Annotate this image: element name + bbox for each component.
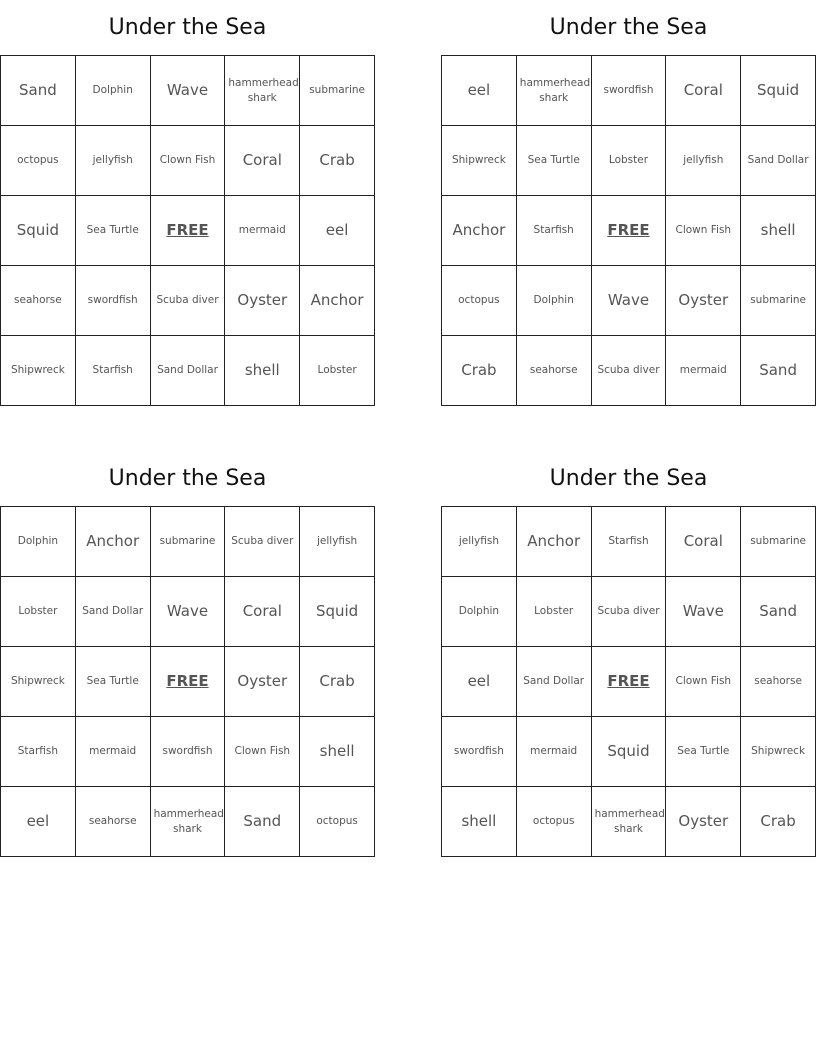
bingo-cell: Sea Turtle (666, 717, 741, 787)
bingo-cell: octopus (442, 266, 517, 336)
grid-row (1, 787, 375, 857)
bingo-cell: mermaid (225, 196, 300, 266)
bingo-cell: Shipwreck (442, 126, 517, 196)
bingo-cell: Sand Dollar (516, 647, 591, 717)
bingo-cell: seahorse (741, 647, 816, 717)
bingo-cell: jellyfish (75, 126, 150, 196)
bingo-cell: Clown Fish (150, 126, 225, 196)
bingo-cell: seahorse (75, 787, 150, 857)
bingo-cell: hammerhead shark (516, 56, 591, 126)
bingo-cell: Shipwreck (1, 647, 76, 717)
grid-row (442, 717, 816, 787)
bingo-cell: mermaid (666, 336, 741, 406)
bingo-cell: hammerhead shark (591, 787, 666, 857)
bingo-card-1 (0, 0, 375, 406)
bingo-cell: Oyster (666, 787, 741, 857)
grid-row (442, 787, 816, 857)
bingo-cell: Wave (150, 577, 225, 647)
grid-row (1, 126, 375, 196)
bingo-cell: Sea Turtle (75, 647, 150, 717)
bingo-cell: shell (300, 717, 375, 787)
bingo-cell: Lobster (1, 577, 76, 647)
bingo-cell: Squid (741, 56, 816, 126)
bingo-cell: Scuba diver (150, 266, 225, 336)
bingo-cell: eel (442, 647, 517, 717)
bingo-cell: submarine (150, 507, 225, 577)
bingo-grid (441, 55, 816, 406)
grid-row (1, 266, 375, 336)
bingo-cell: shell (225, 336, 300, 406)
bingo-cell: Oyster (666, 266, 741, 336)
grid-row (442, 56, 816, 126)
bingo-cell: Crab (741, 787, 816, 857)
bingo-cell: shell (741, 196, 816, 266)
bingo-cell: swordfish (591, 56, 666, 126)
bingo-cell: Coral (666, 507, 741, 577)
bingo-cell: Starfish (1, 717, 76, 787)
bingo-cell: seahorse (516, 336, 591, 406)
bingo-cell: Crab (300, 126, 375, 196)
bingo-cell: Anchor (516, 507, 591, 577)
bingo-cell: Coral (225, 126, 300, 196)
bingo-cell: Sand Dollar (150, 336, 225, 406)
bingo-cell: Scuba diver (591, 336, 666, 406)
bingo-cell: Wave (591, 266, 666, 336)
grid-row (1, 56, 375, 126)
bingo-cell: mermaid (516, 717, 591, 787)
grid-row (1, 336, 375, 406)
bingo-cell: eel (1, 787, 76, 857)
bingo-grid (0, 55, 375, 406)
bingo-cell: Clown Fish (666, 647, 741, 717)
bingo-cell: Sand (741, 577, 816, 647)
grid-row (442, 336, 816, 406)
grid-row (1, 507, 375, 577)
bingo-cell: Sand Dollar (741, 126, 816, 196)
bingo-cell: Wave (150, 56, 225, 126)
bingo-cell: Sea Turtle (75, 196, 150, 266)
bingo-cell: Anchor (442, 196, 517, 266)
bingo-cell: Scuba diver (591, 577, 666, 647)
bingo-cell: Squid (300, 577, 375, 647)
bingo-cell: Dolphin (442, 577, 517, 647)
bingo-cell: hammerhead shark (150, 787, 225, 857)
bingo-card-2 (441, 0, 816, 406)
bingo-cell: Scuba diver (225, 507, 300, 577)
bingo-cell: Starfish (516, 196, 591, 266)
bingo-cell: Squid (1, 196, 76, 266)
bingo-cell: Sea Turtle (516, 126, 591, 196)
bingo-cell: Coral (666, 56, 741, 126)
grid-row (1, 196, 375, 266)
bingo-cell: octopus (1, 126, 76, 196)
bingo-cell: Oyster (225, 647, 300, 717)
grid-row (442, 266, 816, 336)
bingo-cell: Anchor (75, 507, 150, 577)
bingo-cell: Sand (225, 787, 300, 857)
bingo-cell: mermaid (75, 717, 150, 787)
grid-row (442, 647, 816, 717)
bingo-cell: Sand Dollar (75, 577, 150, 647)
bingo-cell: jellyfish (442, 507, 517, 577)
bingo-cell: Clown Fish (225, 717, 300, 787)
bingo-cell: Lobster (516, 577, 591, 647)
grid-row (442, 577, 816, 647)
bingo-cell: submarine (741, 266, 816, 336)
bingo-cell: Dolphin (1, 507, 76, 577)
grid-row (1, 577, 375, 647)
card-title: Under the Sea (108, 15, 267, 40)
card-title: Under the Sea (108, 466, 267, 491)
bingo-cell: Starfish (75, 336, 150, 406)
bingo-cell: hammerhead shark (225, 56, 300, 126)
bingo-cell: eel (300, 196, 375, 266)
bingo-cell: Sand (741, 336, 816, 406)
grid-row (1, 717, 375, 787)
bingo-cell: Clown Fish (666, 196, 741, 266)
bingo-cell: shell (442, 787, 517, 857)
bingo-cell: octopus (516, 787, 591, 857)
bingo-cell: swordfish (442, 717, 517, 787)
bingo-cell: Dolphin (75, 56, 150, 126)
bingo-card-4 (441, 451, 816, 857)
bingo-cell: Sand (1, 56, 76, 126)
bingo-cell: submarine (741, 507, 816, 577)
card-title: Under the Sea (549, 15, 708, 40)
grid-row (442, 507, 816, 577)
bingo-cell: Anchor (300, 266, 375, 336)
bingo-cell: octopus (300, 787, 375, 857)
bingo-cell: Wave (666, 577, 741, 647)
bingo-cell: Lobster (300, 336, 375, 406)
bingo-cell: Coral (225, 577, 300, 647)
bingo-grid (0, 506, 375, 857)
bingo-cell: Starfish (591, 507, 666, 577)
bingo-cell: jellyfish (300, 507, 375, 577)
bingo-cell: Lobster (591, 126, 666, 196)
bingo-cell: swordfish (75, 266, 150, 336)
bingo-grid (441, 506, 816, 857)
grid-row (442, 196, 816, 266)
bingo-cell: Shipwreck (741, 717, 816, 787)
grid-row (1, 647, 375, 717)
grid-row (442, 126, 816, 196)
bingo-cell: seahorse (1, 266, 76, 336)
bingo-cell: Crab (300, 647, 375, 717)
bingo-cell: swordfish (150, 717, 225, 787)
bingo-cell: Dolphin (516, 266, 591, 336)
bingo-cell: eel (442, 56, 517, 126)
bingo-cell: Shipwreck (1, 336, 76, 406)
free-space: FREE (150, 196, 225, 266)
free-space: FREE (150, 647, 225, 717)
free-space: FREE (591, 647, 666, 717)
bingo-cell: Squid (591, 717, 666, 787)
bingo-card-3 (0, 451, 375, 857)
card-title: Under the Sea (549, 466, 708, 491)
bingo-cell: Crab (442, 336, 517, 406)
bingo-cell: Oyster (225, 266, 300, 336)
bingo-cell: submarine (300, 56, 375, 126)
free-space: FREE (591, 196, 666, 266)
bingo-cell: jellyfish (666, 126, 741, 196)
